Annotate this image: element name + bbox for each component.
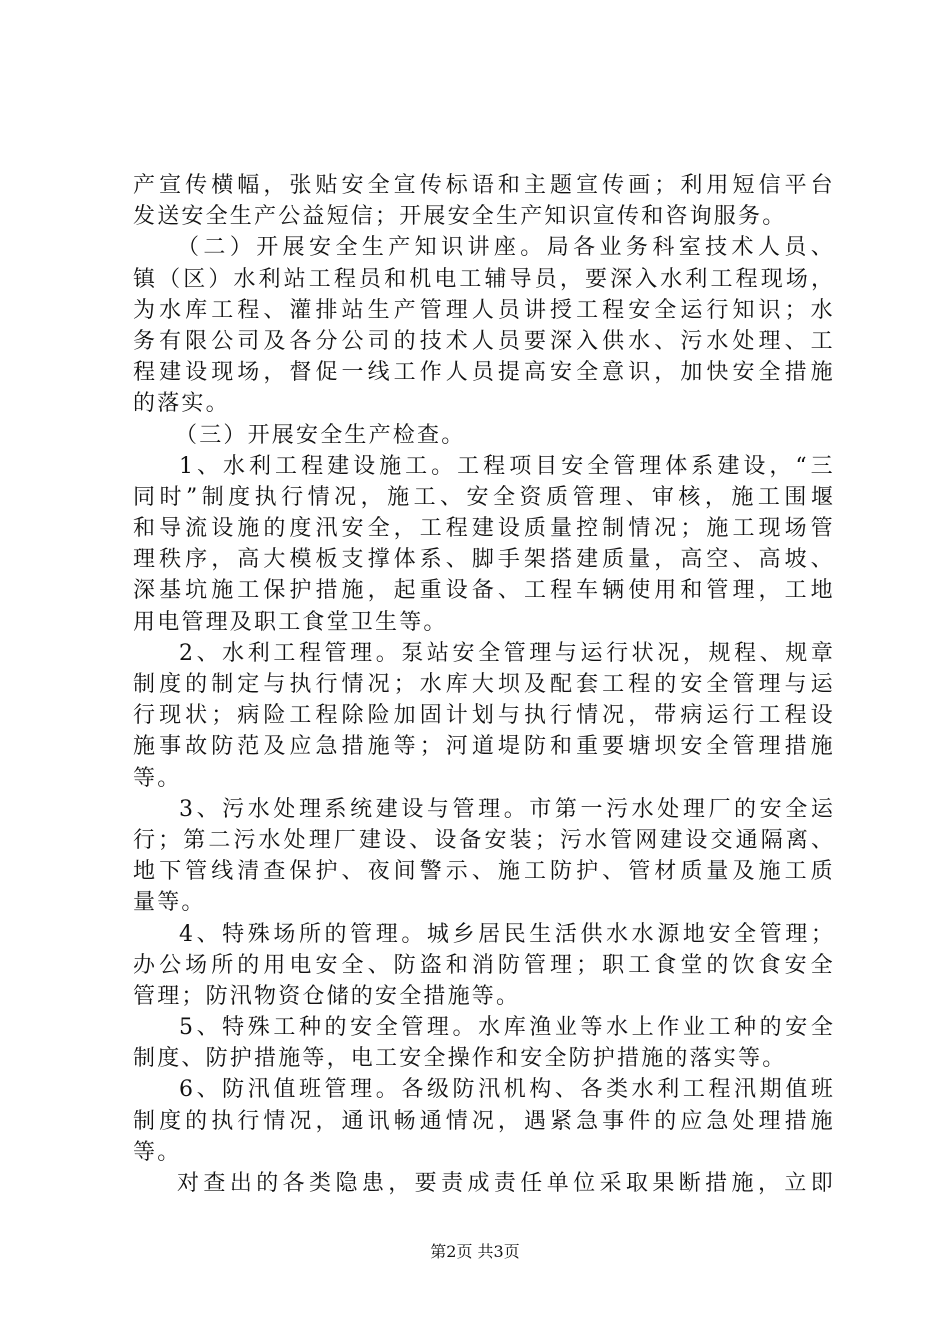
text-line: 镇 （ 区 ） 水 利 站 工 程 员 和 机 电 工 辅 导 员 ， 要 深 入 水 利 工 程 现 场 ， [133,266,833,292]
text-line: 发送安全生产公益短信；开展安全生产知识宣传和咨询服务。 [133,204,787,230]
text-line: 6 、 防 汛 值 班 管 理 。 各 级 防 汛 机 构 、 各 类 水 利 工 程 汛 期 值 班 [179,1077,833,1103]
text-line: 行 现 状 ； 病 险 工 程 除 险 加 固 计 划 与 执 行 情 况 ， 带 病 运 行 工 程 设 [133,703,833,729]
text-line: 办 公 场 所 的 用 电 安 全 、 防 盗 和 消 防 管 理 ； 职 工 食 堂 的 饮 食 安 全 [133,952,833,978]
text-line: 4 、 特 殊 场 所 的 管 理 。 城 乡 居 民 生 活 供 水 水 源 地 安 全 管 理 ； [179,921,833,947]
text-line: 等。 [133,1139,182,1165]
text-line: 制 度 的 执 行 情 况 ， 通 讯 畅 通 情 况 ， 遇 紧 急 事 件 的 应 急 处 理 措 施 [133,1108,833,1134]
text-line: 务 有 限 公 司 及 各 分 公 司 的 技 术 人 员 要 深 入 供 水 、 污 水 处 理 、 工 [133,328,833,354]
page-number-footer: 第2页 共3页 [430,1242,520,1261]
text-line: （ 二 ） 开 展 安 全 生 产 知 识 讲 座 。 局 各 业 务 科 室 技 术 人 员 、 [177,235,833,261]
text-line: 用电管理及职工食堂卫生等。 [133,609,448,635]
text-line: 深 基 坑 施 工 保 护 措 施 ， 起 重 设 备 、 工 程 车 辆 使 用 和 管 理 ， 工 地 [133,578,833,604]
text-line: 行 ； 第 二 污 水 处 理 厂 建 设 、 设 备 安 装 ； 污 水 管 网 建 设 交 通 隔 离 、 [133,827,833,853]
text-line: 量等。 [133,890,206,916]
text-line: 制度、防护措施等，电工安全操作和安全防护措施的落实等。 [133,1046,787,1072]
text-line: 施 事 故 防 范 及 应 急 措 施 等 ； 河 道 堤 防 和 重 要 塘 坝 安 全 管 理 措 施 [133,734,833,760]
text-line: 1 、 水 利 工 程 建 设 施 工 。 工 程 项 目 安 全 管 理 体 系 建 设 ， “ 三 [179,453,833,479]
text-line: 对 查 出 的 各 类 隐 患 ， 要 责 成 责 任 单 位 采 取 果 断 措 施 ， 立 即 [177,1171,833,1196]
text-line: 为 水 库 工 程 、 灌 排 站 生 产 管 理 人 员 讲 授 工 程 安 全 运 行 知 识 ； 水 [133,297,833,323]
text-line: 管理；防汛物资仓储的安全措施等。 [133,983,521,1009]
text-line: 理 秩 序 ， 高 大 模 板 支 撑 体 系 、 脚 手 架 搭 建 质 量 ， 高 空 、 高 坡 、 [133,547,833,573]
text-line: 制 度 的 制 定 与 执 行 情 况 ； 水 库 大 坝 及 配 套 工 程 的 安 全 管 理 与 运 [133,672,833,697]
text-line: （三）开展安全生产检查。 [175,422,466,448]
text-line: 产 宣 传 横 幅 ， 张 贴 安 全 宣 传 标 语 和 主 题 宣 传 画 ； 利 用 短 信 平 台 [133,173,833,198]
text-line: 等。 [133,765,182,791]
text-line: 和 导 流 设 施 的 度 汛 安 全 ， 工 程 建 设 质 量 控 制 情 况 ； 施 工 现 场 管 [133,516,833,542]
text-line: 同 时 ” 制 度 执 行 情 况 ， 施 工 、 安 全 资 质 管 理 、 审 核 ， 施 工 围 堰 [133,484,833,510]
text-line: 2 、 水 利 工 程 管 理 。 泵 站 安 全 管 理 与 运 行 状 况 ， 规 程 、 规 章 [179,640,833,666]
document-body [133,170,833,1199]
text-line: 5 、 特 殊 工 种 的 安 全 管 理 。 水 库 渔 业 等 水 上 作 业 工 种 的 安 全 [179,1015,833,1041]
text-line: 地 下 管 线 清 查 保 护 、 夜 间 警 示 、 施 工 防 护 、 管 材 质 量 及 施 工 质 [133,859,833,885]
text-line: 3 、 污 水 处 理 系 统 建 设 与 管 理 。 市 第 一 污 水 处 理 厂 的 安 全 运 [179,796,833,822]
text-line: 程 建 设 现 场 ， 督 促 一 线 工 作 人 员 提 高 安 全 意 识 ， 加 快 安 全 措 施 [133,360,833,386]
text-line: 的落实。 [133,391,230,417]
